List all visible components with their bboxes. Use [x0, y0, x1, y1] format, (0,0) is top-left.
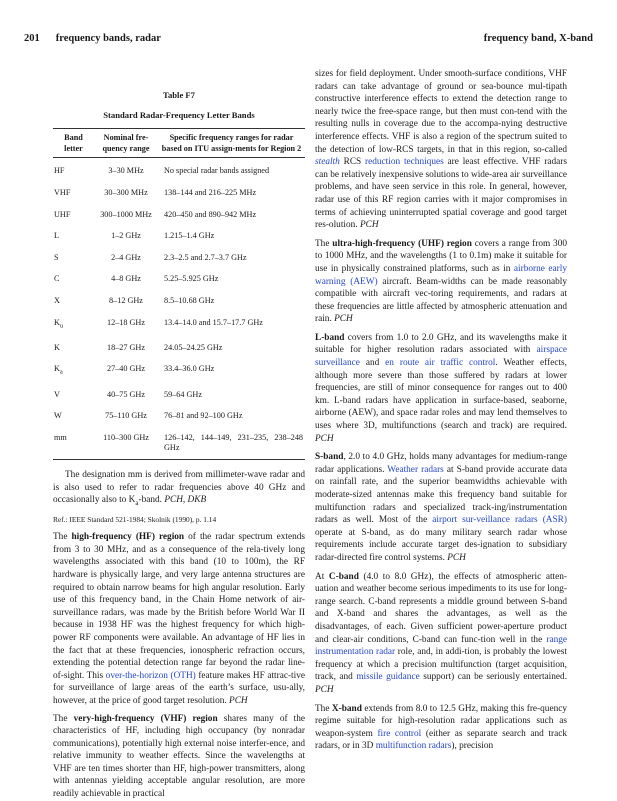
l-band-term: L-band	[315, 332, 345, 343]
band-letter-cell: V	[54, 389, 60, 399]
table-caption-number: Table F7	[163, 90, 195, 100]
nominal-range-cell: 8–12 GHz	[109, 295, 143, 305]
specific-range-cell: 1.215–1.4 GHz	[164, 231, 215, 241]
table-reference: Ref.: IEEE Standard 521-1984; Skolnik (1990), p. 1.14	[53, 514, 217, 524]
table-row	[53, 427, 305, 460]
table-row	[53, 384, 305, 406]
specific-range-cell: 126–142, 144–149, 231–235, 238–248 GHz	[164, 432, 303, 453]
nominal-range-cell: 2–4 GHz	[111, 252, 141, 262]
fire-control-link[interactable]: fire control	[377, 728, 422, 739]
band-letter-cell: W	[54, 411, 62, 421]
uhf-term: ultra-high-frequency (UHF) region	[332, 238, 472, 249]
nominal-range-cell: 30–300 MHz	[104, 187, 148, 197]
band-letter-cell: HF	[54, 166, 65, 176]
table-row	[53, 312, 305, 337]
nominal-range-cell: 3–30 MHz	[108, 166, 144, 176]
specific-range-cell: 13.4–14.0 and 15.7–17.7 GHz	[164, 317, 263, 327]
x-band-term: X-band	[331, 703, 362, 714]
table-row	[53, 158, 305, 182]
nominal-range-cell: 40–75 GHz	[107, 389, 145, 399]
designation-paragraph: The designation mm is derived from millimeter-wave radar and is also used to refer to radar frequencies above 40 GHz and occasionally also to $K_a$-band. PCH, DKB	[53, 469, 305, 508]
s-band-paragraph: S-band, 2.0 to 4.0 GHz, holds many advantages for medium-range radar applications. Weather radars at S-band provide accurate data on rainfall rate, and the superior beamwidths achievable with moderate-sized antennas make this frequency band suitable for multifunction radars and specialized track-ing/instrumentation radars as well. Most of the airport sur-veillance radars (ASR) operate at S-band, as do many military search radar whose requirements include accurate target des-ignation to subsidiary radar-directed fire control systems. PCH	[315, 452, 567, 563]
oth-link[interactable]: over-the-horizon (OTH)	[105, 670, 196, 681]
left-column	[53, 66, 305, 801]
asr-link[interactable]: airport sur-veillance radars (ASR)	[432, 515, 567, 526]
band-letter-cell: C	[54, 274, 60, 284]
vhf-paragraph: The very-high-frequency (VHF) region shares many of the characteristics of HF, including high occupancy (by nonradar communications), potentially high external noise interfer-ence, and relative immunity to weather effects. Since the wavelengths at VHF are ten times shorter than HF, high-power transmitters, along with antennas yielding acceptable angular resolution, are more readily achievable in practical	[53, 713, 306, 800]
specific-range-cell: 5.25–5.925 GHz	[164, 274, 219, 284]
nominal-range-cell: 12–18 GHz	[107, 317, 145, 327]
aew-link[interactable]: airborne early warning (AEW)	[315, 263, 567, 287]
specific-range-cell: 24.05–24.25 GHz	[164, 342, 223, 352]
specific-range-cell: 8.5–10.68 GHz	[164, 295, 215, 305]
specific-range-cell: No special radar bands assigned	[164, 166, 270, 176]
band-letter-cell: $K_u$	[54, 317, 64, 330]
s-band-term: S-band	[315, 452, 344, 463]
nominal-range-cell: 75–110 GHz	[105, 411, 147, 421]
band-letter-cell: mm	[54, 432, 67, 442]
specific-range-cell: 2.3–2.5 and 2.7–3.7 GHz	[164, 252, 247, 262]
table-row	[53, 225, 305, 247]
nominal-range-cell: 27–40 GHz	[107, 364, 145, 374]
c-band-paragraph: At C-band (4.0 to 8.0 GHz), the effects of atmospheric atten-uation and weather become serious impediments to its use for long-range search. C-band represents a middle ground between S-band and X-band and shares the advantages, as well as the disadvantages, of each. Given sufficient power-aperture product and clear-air conditions, C-band can func-tion well in the range instrumentation radar role, and, in addi-tion, is probably the lowest frequency at which a precision multifunction (target acquisition, track, and missile guidance support) can be seriously entertained. PCH	[315, 571, 568, 695]
vhf-term: very-high-frequency (VHF) region	[73, 713, 218, 724]
nominal-range-cell: 1–2 GHz	[111, 231, 141, 241]
vhf-continued-paragraph: sizes for field deployment. Under smooth-surface conditions, VHF radars can take advantage of ground or sea-bounce mul-tipath constructive interference effects to extend the detection range to nearly twice the free-space range, but then must con-tend with the resulting nulls in coverage due to the accompa-nying destructive interference effects. VHF is also a region of the spectrum suited to the detection of low-RCS targets, in that in this region, so-called stealth RCS reduction techniques are least effective. VHF radars can be relatively inexpensive solutions to wide-area air surveillance problems, and have seen service in this role. In general, however, radar use of this RF region carries with it major compromises in terms of achieving uninterrupted spatial coverage and good target res-olution. PCH	[315, 69, 568, 231]
en-route-atc-link[interactable]: en route air traffic control	[385, 358, 496, 369]
stealth-link[interactable]: stealth	[315, 157, 340, 168]
missile-guidance-link[interactable]: missile guidance	[356, 672, 420, 683]
col-header-specific: Specific frequency ranges for radar based on ITU assign-ments for Region 2	[161, 133, 302, 153]
band-letter-cell: S	[54, 252, 59, 262]
radar-band-table	[53, 128, 305, 460]
band-letter-cell: UHF	[54, 209, 71, 219]
band-letter-cell: L	[54, 231, 60, 241]
rcs-reduction-link[interactable]: reduction techniques	[365, 157, 444, 168]
running-header-left	[24, 33, 161, 44]
l-band-paragraph: L-band covers from 1.0 to 2.0 GHz, and its wavelengths make it suitable for higher resolution radars associated with airspace surveillance and en route air traffic control. Weather effects, although more severe than those suffered by radars at lower frequencies, are still of minor consequence for ranges out to 400 km. L-band radars have application in surface-based, seaborne, airborne (AEW), and space radar roles and may lend themselves to uses where 3D, multifunctions (search and track) are required. PCH	[315, 332, 568, 444]
table-row	[53, 337, 305, 359]
page-number: 201	[24, 33, 40, 44]
airspace-surveillance-link[interactable]: airspace surveillance	[315, 345, 567, 369]
table-row	[53, 268, 305, 290]
band-letter-cell: X	[54, 295, 60, 305]
x-band-paragraph: The X-band extends from 8.0 to 12.5 GHz, making this fre-quency regime suitable for high-resolution radar applications such as weapon-system fire control (either as separate search and track radars, or in 3D multifunction radars), precision	[315, 703, 567, 752]
hf-paragraph: The high-frequency (HF) region of the radar spectrum extends from 3 to 30 MHz, and as a consequence of the rela-tively long wavelengths associated with this band (10 to 100m), the RF hardware is physically large, and very large antenna structures are required to obtain narrow beams for high angular resolution. Early use of this frequency band, in the Chain Home network of air-surveillance radars, was made by the British before World War II because in 1938 HF was the highest frequency for which high-power RF components were available. An advantage of HF lies in the fact that at these frequencies, ionospheric refraction occurs, extending the potential detection range far beyond the radar line-of-sight. This over-the-horizon (OTH) feature makes HF attrac-tive for surveillance of large areas of the earth’s surface, usu-ally, however, at the price of good target resolution. PCH	[53, 532, 306, 706]
table-row	[53, 182, 305, 204]
band-letter-cell: $K_a$	[54, 364, 63, 376]
nominal-range-cell: 18–27 GHz	[107, 342, 145, 352]
uhf-paragraph: The ultra-high-frequency (UHF) region covers a range from 300 to 1000 MHz, and the wavelengths (1 to 0.1m) make it suitable for use in physically constrained platforms, such as in airborne early warning (AEW) aircraft. Beam-widths can be made reasonably compatible with aircraft vec-toring requirements, and radars at these frequencies are little affected by atmospheric attenuation and rain. PCH	[315, 238, 567, 325]
left-running-title: frequency bands, radar	[55, 33, 161, 44]
table-row	[53, 290, 305, 312]
multifunction-radars-link[interactable]: multifunction radars	[375, 741, 452, 752]
weather-radars-link[interactable]: Weather radars	[387, 464, 444, 475]
table-header-row	[53, 129, 305, 158]
right-running-title: frequency band, X-band	[483, 33, 593, 44]
nominal-range-cell: 300–1000 MHz	[100, 209, 152, 219]
specific-range-cell: 138–144 and 216–225 MHz	[164, 187, 257, 197]
col-header-nominal: Nominal fre-quency range	[102, 133, 150, 153]
col-header-band: Band letter	[64, 133, 83, 153]
band-letter-cell: VHF	[54, 187, 71, 197]
specific-range-cell: 76–81 and 92–100 GHz	[164, 411, 243, 421]
right-column	[315, 68, 567, 753]
band-letter-cell: K	[54, 342, 60, 352]
specific-range-cell: 420–450 and 890–942 MHz	[164, 209, 257, 219]
c-band-term: C-band	[328, 571, 359, 582]
range-instrumentation-link[interactable]: range instrumentation radar	[315, 634, 568, 658]
table-row	[53, 204, 305, 226]
table-row	[53, 247, 305, 269]
nominal-range-cell: 4–8 GHz	[111, 274, 141, 284]
hf-term: high-frequency (HF) region	[71, 532, 185, 543]
table-caption-title: Standard Radar-Frequency Letter Bands	[103, 109, 255, 120]
nominal-range-cell: 110–300 GHz	[103, 432, 149, 442]
table-row	[53, 358, 305, 383]
specific-range-cell: 33.4–36.0 GHz	[164, 364, 215, 374]
table-row	[53, 405, 305, 427]
specific-range-cell: 59–64 GHz	[164, 389, 202, 399]
